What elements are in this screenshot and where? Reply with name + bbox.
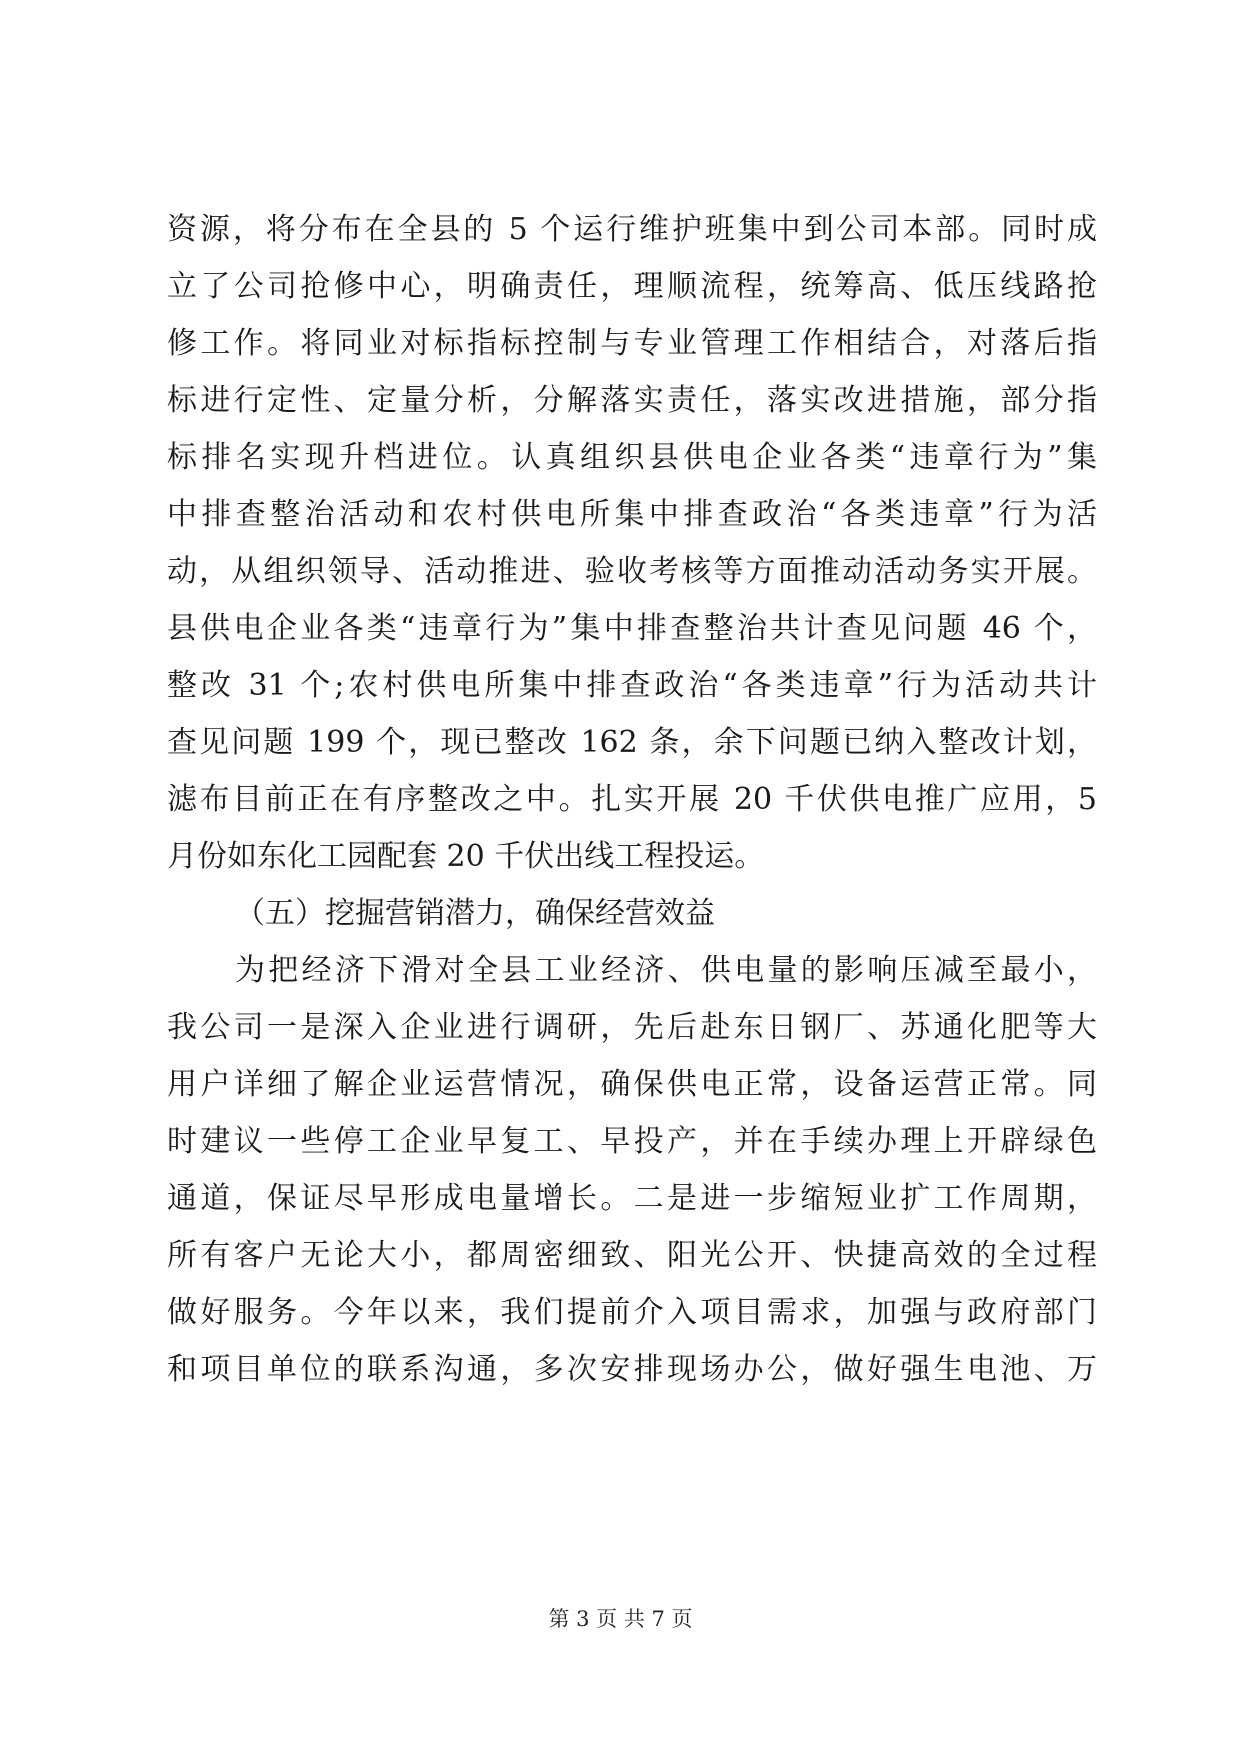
body-text-line: 标排名实现升档进位。认真组织县供电企业各类“违章行为”集	[167, 440, 1097, 475]
paragraph-first-line: 为把经济下滑对全县工业经济、供电量的影响压减至最小，	[235, 953, 1097, 988]
body-text-line: 立了公司抢修中心，明确责任，理顺流程，统筹高、低压线路抢	[167, 269, 1097, 304]
body-text-line: 月份如东化工园配套 20 千伏出线工程投运。	[167, 839, 765, 874]
body-text-line: 做好服务。今年以来，我们提前介入项目需求，加强与政府部门	[167, 1295, 1097, 1330]
body-text-line: 查见问题 199 个，现已整改 162 条，余下问题已纳入整改计划，	[167, 725, 1097, 760]
body-text-line: 修工作。将同业对标指标控制与专业管理工作相结合，对落后指	[167, 326, 1097, 361]
body-text-line: 所有客户无论大小，都周密细致、阳光公开、快捷高效的全过程	[167, 1238, 1097, 1273]
body-text-line: 整改 31 个;农村供电所集中排查政治“各类违章”行为活动共计	[167, 668, 1097, 703]
body-text-line: 资源，将分布在全县的 5 个运行维护班集中到公司本部。同时成	[167, 212, 1097, 247]
body-text-line: 通道，保证尽早形成电量增长。二是进一步缩短业扩工作周期，	[167, 1181, 1097, 1216]
body-text-line: 滤布目前正在有序整改之中。扎实开展 20 千伏供电推广应用，5	[167, 782, 1097, 817]
body-text-line: 用户详细了解企业运营情况，确保供电正常，设备运营正常。同	[167, 1067, 1097, 1102]
body-text-line: 动，从组织领导、活动推进、验收考核等方面推动活动务实开展。	[167, 554, 1097, 589]
body-text-line: 我公司一是深入企业进行调研，先后赴东日钢厂、苏通化肥等大	[167, 1010, 1097, 1045]
body-text-line: 和项目单位的联系沟通，多次安排现场办公，做好强生电池、万	[167, 1352, 1097, 1387]
page-number: 第 3 页 共 7 页	[548, 1607, 693, 1631]
body-text-line: 时建议一些停工企业早复工、早投产，并在手续办理上开辟绿色	[167, 1124, 1097, 1159]
section-heading: （五）挖掘营销潜力，确保经营效益	[235, 896, 715, 931]
body-text-line: 县供电企业各类“违章行为”集中排查整治共计查见问题 46 个，	[167, 611, 1097, 646]
body-text-line: 标进行定性、定量分析，分解落实责任，落实改进措施，部分指	[167, 383, 1097, 418]
body-text-line: 中排查整治活动和农村供电所集中排查政治“各类违章”行为活	[167, 497, 1097, 532]
